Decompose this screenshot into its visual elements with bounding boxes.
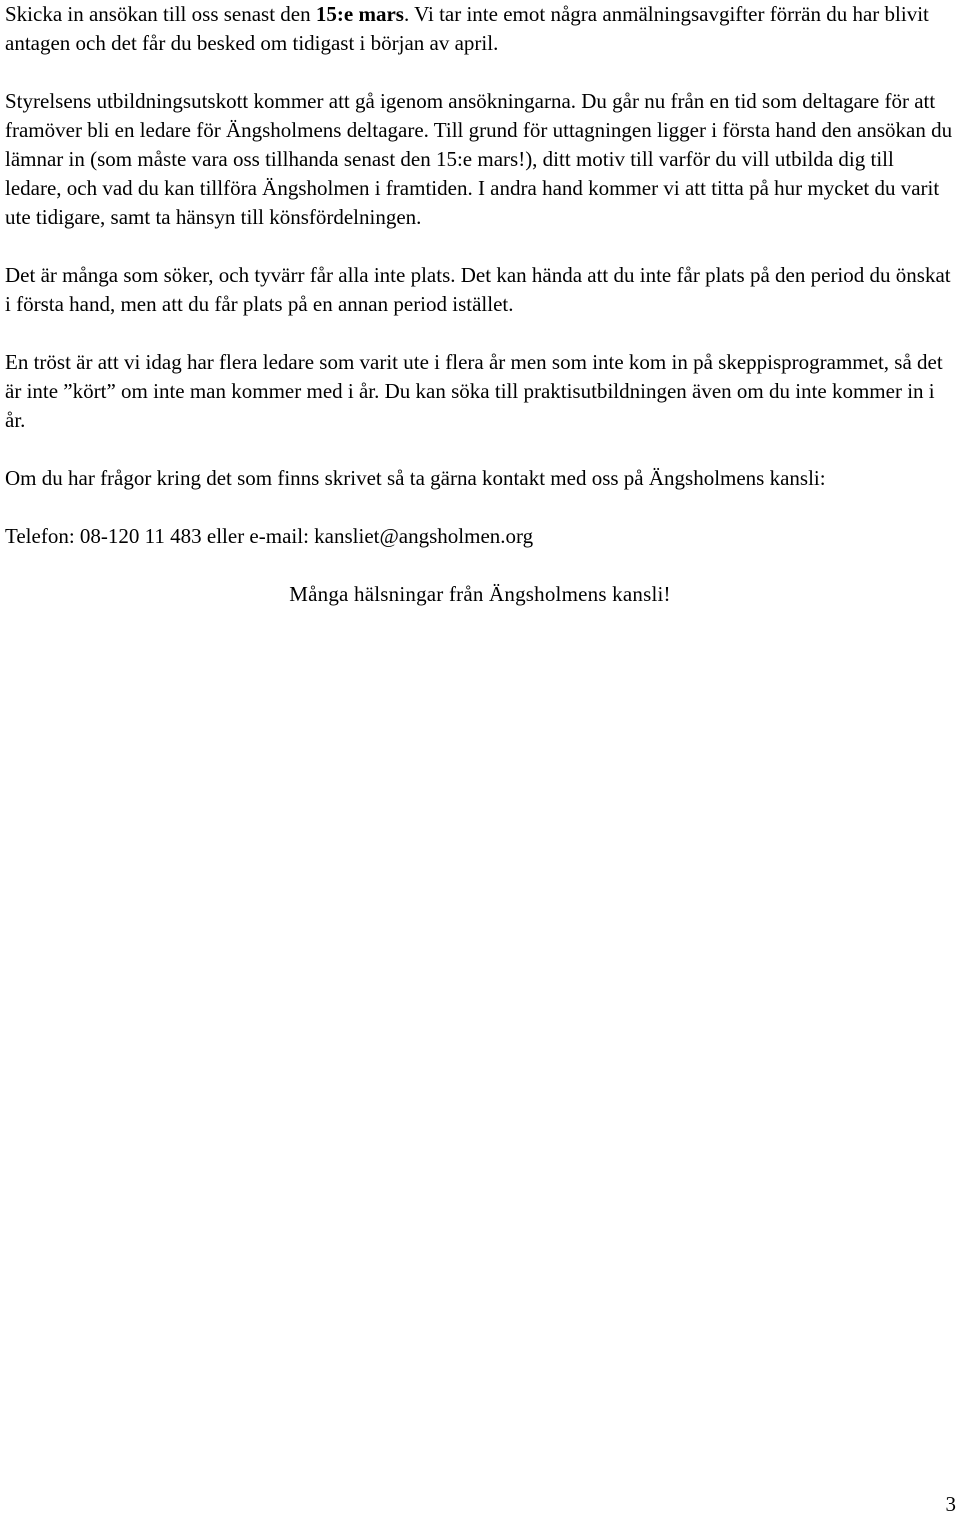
page-number: 3	[945, 1492, 956, 1516]
signoff-greeting: Många hälsningar från Ängsholmens kansli!	[289, 582, 671, 606]
deadline-text-end: . Vi tar inte emot några anmälningsavgifter förrän du har blivit antagen och det får du besked om tidigast i början av april.	[5, 2, 929, 55]
contact-line: Telefon: 08-120 11 483 eller e-mail: kansliet@angsholmen.org	[5, 524, 534, 548]
paragraph-selection-process: Styrelsens utbildningsutskott kommer att gå igenom ansökningarna. Du går nu från en tid som deltagare för att framöver bli en ledare för Ängsholmens deltagare. Till grund för uttagningen ligger i första hand den ansökan du lämnar in (som måste vara oss tillhanda senast den 15:e mars!), ditt motiv till varför du vill utbilda dig till ledare, och vad du kan tillföra Ängsholmen i framtiden. I andra hand kommer vi att titta på hur mycket du varit ute tidigare, samt ta hänsyn till könsfördelningen.	[5, 89, 953, 229]
deadline-date: 15:e mars	[315, 2, 404, 26]
paragraph-questions: Om du har frågor kring det som finns skrivet så ta gärna kontakt med oss på Ängsholmens kansli:	[5, 466, 826, 490]
paragraph-limited-places: Det är många som söker, och tyvärr får alla inte plats. Det kan hända att du inte får plats på den period du önskat i första hand, men att du får plats på en annan period istället.	[5, 263, 951, 316]
document-body	[5, 0, 955, 630]
deadline-text-start: Skicka in ansökan till oss senast den	[5, 2, 316, 26]
paragraph-application-deadline	[5, 0, 955, 58]
paragraph-consolation: En tröst är att vi idag har flera ledare som varit ute i flera år men som inte kom in på skeppisprogrammet, så det är inte ”kört” om inte man kommer med i år. Du kan söka till praktisutbildningen även om du inte kommer in i år.	[5, 350, 943, 432]
